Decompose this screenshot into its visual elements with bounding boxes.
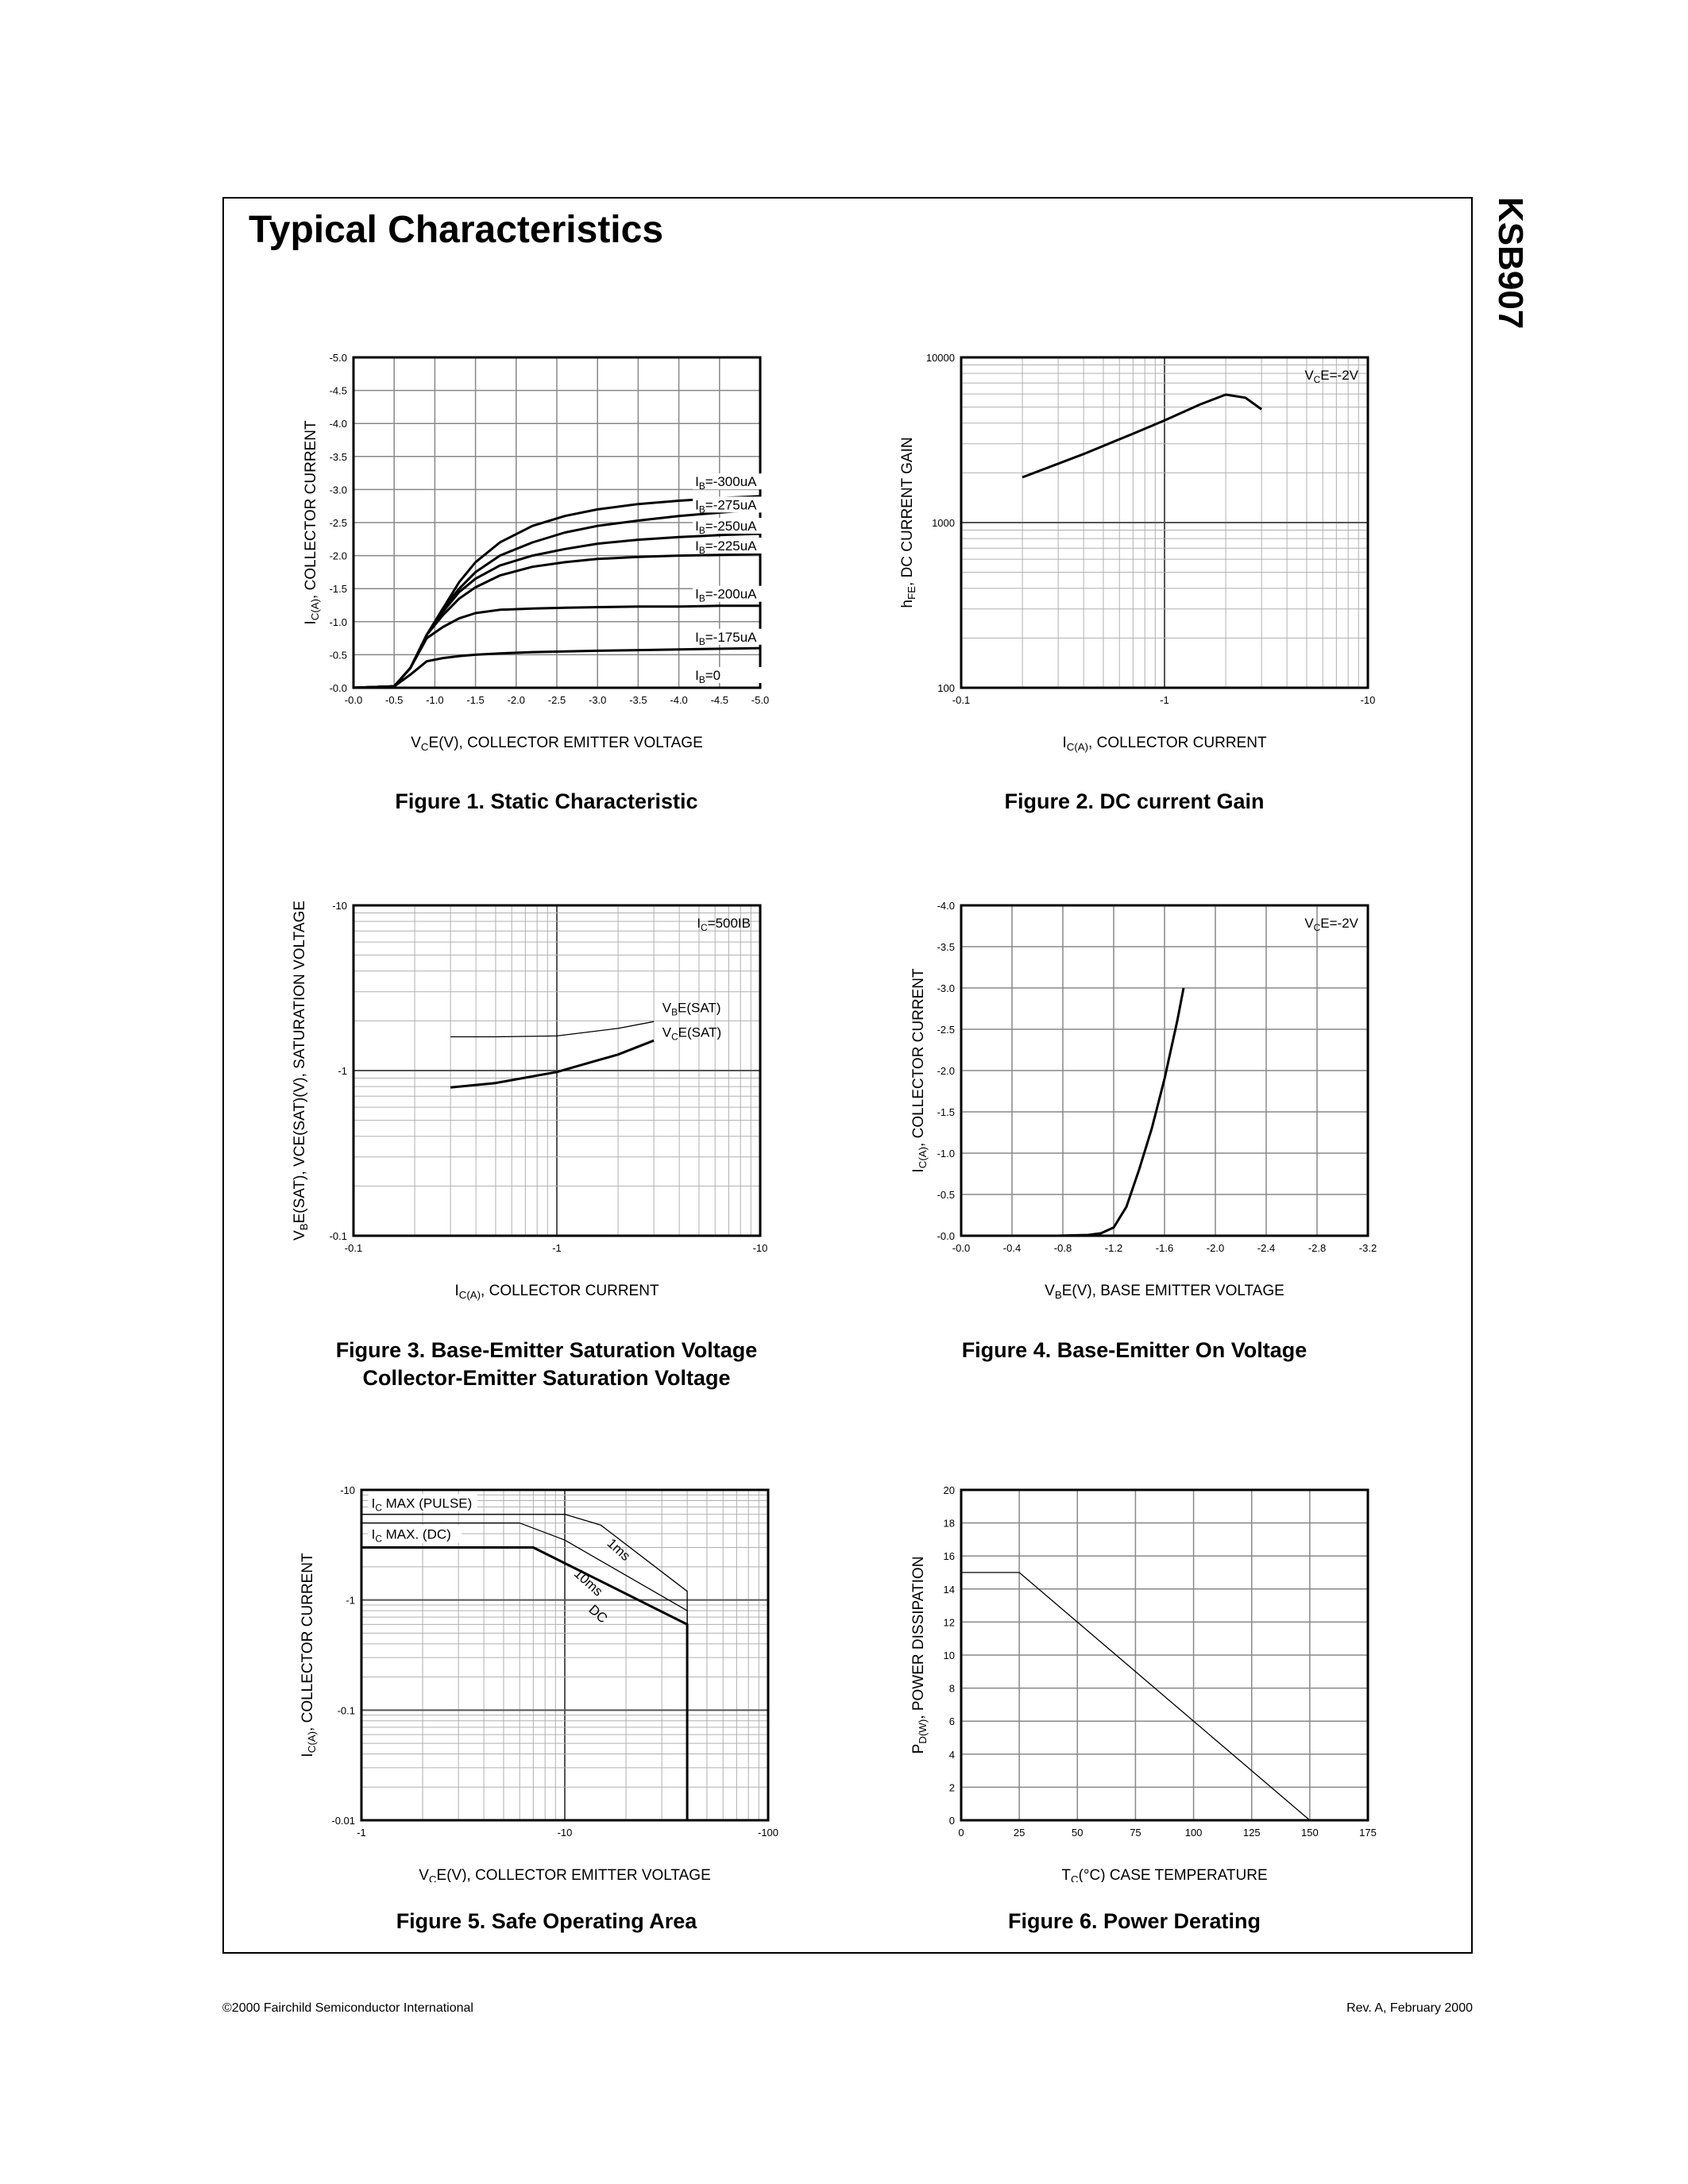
y-tick-label: -3.0	[937, 982, 955, 994]
x-axis-title: $V_BE(V)$, BASE EMITTER VOLTAGE	[1045, 1283, 1284, 1301]
x-tick-label: -1	[357, 1827, 366, 1839]
y-axis-title: $P_{D(W)}$, POWER DISSIPATION	[910, 1556, 929, 1754]
annotation: $I_B=-175uA$	[695, 629, 757, 647]
y-tick-label: 8	[948, 1682, 955, 1695]
chart-base-emitter-on-voltage	[874, 888, 1382, 1309]
y-tick-label: -1.0	[329, 615, 347, 628]
annotation: 1ms	[604, 1535, 634, 1565]
y-tick-label: -0.01	[331, 1815, 355, 1827]
x-axis-title: $T_C(^\circ C)$ CASE TEMPERATURE	[1061, 1867, 1268, 1882]
chart-safe-operating-area	[290, 1461, 798, 1882]
x-tick-label: -2.4	[1257, 1242, 1276, 1254]
y-tick-label: -0.1	[337, 1704, 355, 1717]
chart-static-characteristic	[290, 340, 798, 761]
y-tick-label: -1.5	[329, 583, 347, 596]
y-tick-label: 100	[937, 682, 955, 694]
annotation: $I_C$ MAX. (DC)	[371, 1526, 451, 1545]
chart-saturation-voltage	[290, 888, 798, 1309]
y-tick-label: 16	[943, 1550, 955, 1563]
y-tick-label: 18	[943, 1517, 955, 1530]
part-number-tab	[1476, 197, 1532, 356]
x-tick-label: -4.5	[710, 694, 729, 706]
x-axis-title: $V_CE(V)$, COLLECTOR EMITTER VOLTAGE	[411, 735, 703, 753]
x-tick-label: -4.0	[670, 694, 688, 706]
annotation: $I_C=500IB$	[697, 916, 751, 933]
y-tick-label: 4	[948, 1748, 955, 1761]
footer-copyright: ©2000 Fairchild Semiconductor International	[222, 2001, 473, 2015]
x-tick-label: -10	[752, 1242, 768, 1254]
y-tick-label: -3.5	[329, 450, 347, 463]
annotation: $V_CE=-2V$	[1304, 368, 1358, 385]
annotation: $I_B=-275uA$	[695, 497, 757, 515]
annotation: $I_B=-200uA$	[695, 586, 757, 604]
annotation: $V_CE=-2V$	[1304, 916, 1358, 933]
x-tick-label: -0.1	[952, 694, 971, 706]
y-tick-label: -0.0	[329, 682, 347, 694]
y-axis-title: $V_BE(SAT)$, VCE(SAT)(V), SATURATION VOLTAGE	[292, 901, 310, 1241]
annotation: $I_B=-250uA$	[695, 518, 757, 536]
y-tick-label: -2.5	[329, 517, 347, 529]
y-tick-label: -1.5	[937, 1106, 955, 1118]
y-tick-label: -10	[332, 900, 347, 912]
x-tick-label: -2.5	[547, 694, 566, 706]
y-axis-title: $I_{C(A)}$, COLLECTOR CURRENT	[299, 1553, 318, 1758]
x-tick-label: -10	[1360, 694, 1376, 706]
series-line-dc	[361, 1548, 687, 1821]
x-tick-label: -3.5	[629, 694, 647, 706]
x-tick-label: -1.6	[1155, 1242, 1174, 1254]
x-tick-label: 125	[1242, 1827, 1261, 1839]
x-tick-label: 150	[1301, 1827, 1319, 1839]
x-tick-label: -3.2	[1358, 1242, 1377, 1254]
annotation: $V_CE(SAT)$	[662, 1024, 722, 1043]
x-axis-title: $I_{C(A)}$, COLLECTOR CURRENT	[1062, 735, 1267, 753]
y-tick-label: 6	[948, 1715, 955, 1728]
y-tick-label: 20	[943, 1484, 955, 1496]
y-tick-label: -0.1	[329, 1230, 347, 1242]
x-tick-label: -100	[757, 1827, 779, 1839]
x-tick-label: 75	[1130, 1827, 1141, 1839]
y-axis-title: $I_{C(A)}$, COLLECTOR CURRENT	[910, 968, 929, 1173]
y-tick-label: -1.0	[937, 1148, 955, 1160]
y-tick-label: -4.5	[329, 384, 347, 397]
annotation: DC	[585, 1601, 611, 1626]
series-line-vbe-sat-	[450, 1021, 654, 1036]
footer-revision: Rev. A, February 2000	[1346, 2001, 1473, 2015]
x-tick-label: -1	[1160, 694, 1169, 706]
page-title: Typical Characteristics	[249, 209, 664, 251]
part-number: KSB907	[1491, 197, 1530, 330]
x-tick-label: -0.8	[1053, 1242, 1072, 1254]
x-tick-label: -0.0	[344, 694, 363, 706]
caption-fig4: Figure 4. Base-Emitter On Voltage	[961, 1338, 1308, 1362]
y-tick-label: -1	[346, 1594, 355, 1607]
y-tick-label: 10000	[925, 352, 955, 364]
x-tick-label: 25	[1013, 1827, 1026, 1839]
x-tick-label: -1	[552, 1242, 562, 1254]
x-tick-label: -0.4	[1002, 1242, 1022, 1254]
x-tick-label: 50	[1072, 1827, 1083, 1839]
y-tick-label: -0.5	[937, 1189, 955, 1201]
y-tick-label: -0.5	[329, 649, 347, 662]
caption-fig6: Figure 6. Power Derating	[1007, 1909, 1261, 1933]
x-tick-label: -3.0	[588, 694, 607, 706]
y-tick-label: -2.5	[937, 1024, 955, 1036]
x-tick-label: -2.8	[1308, 1242, 1327, 1254]
y-tick-label: 12	[943, 1616, 955, 1629]
x-tick-label: -0.5	[384, 694, 404, 706]
y-tick-label: -2.0	[937, 1065, 955, 1077]
x-tick-label: 100	[1184, 1827, 1203, 1839]
y-tick-label: -3.5	[937, 941, 955, 953]
y-tick-label: -3.0	[329, 484, 347, 496]
caption-fig5: Figure 5. Safe Operating Area	[396, 1909, 697, 1933]
chart-dc-current-gain	[874, 340, 1382, 761]
y-tick-label: 2	[948, 1781, 955, 1794]
annotation: $I_C$ MAX (PULSE)	[371, 1495, 473, 1514]
x-tick-label: 175	[1359, 1827, 1377, 1839]
annotation: $I_B=-225uA$	[695, 538, 757, 556]
x-tick-label: -1.2	[1104, 1242, 1123, 1254]
grid	[961, 357, 1368, 688]
grid	[961, 905, 1368, 1236]
y-tick-label: -5.0	[329, 352, 347, 364]
y-axis-title: $h_{FE}$, DC CURRENT GAIN	[899, 437, 917, 608]
y-tick-label: -10	[340, 1484, 355, 1496]
annotation: $I_B=0$	[695, 668, 721, 686]
grid	[353, 905, 760, 1236]
annotation: $I_B=-300uA$	[695, 474, 757, 492]
series-line-10ms	[361, 1523, 687, 1820]
chart-power-derating	[874, 1461, 1382, 1882]
y-tick-label: 10	[943, 1650, 955, 1661]
y-tick-label: -1	[338, 1065, 347, 1077]
series-line-1ms	[361, 1515, 687, 1820]
x-tick-label: -1.0	[426, 694, 444, 706]
x-axis-title: $I_{C(A)}$, COLLECTOR CURRENT	[454, 1283, 659, 1301]
x-tick-label: -10	[557, 1827, 573, 1839]
x-tick-label: -0.1	[344, 1242, 363, 1254]
caption-fig2: Figure 2. DC current Gain	[1004, 789, 1265, 813]
x-tick-label: -5.0	[751, 694, 770, 706]
caption-fig3-line2: Collector-Emitter Saturation Voltage	[362, 1366, 731, 1390]
y-tick-label: -4.0	[937, 900, 955, 912]
x-tick-label: -0.0	[952, 1242, 971, 1254]
series-line-vce-sat-	[450, 1040, 654, 1087]
y-tick-label: 0	[948, 1815, 955, 1827]
annotation: 10ms	[570, 1565, 606, 1599]
x-axis-title: $V_CE(V)$, COLLECTOR EMITTER VOLTAGE	[419, 1867, 711, 1882]
annotation: $V_BE(SAT)$	[662, 1000, 721, 1018]
y-tick-label: 1000	[932, 517, 955, 529]
x-tick-label: -2.0	[507, 694, 526, 706]
x-tick-label: 0	[958, 1827, 964, 1839]
x-tick-label: -1.5	[466, 694, 485, 706]
x-tick-label: -2.0	[1206, 1242, 1225, 1254]
grid	[961, 1490, 1368, 1820]
y-tick-label: 14	[943, 1583, 955, 1596]
y-tick-label: -0.0	[937, 1230, 955, 1242]
caption-fig3-line1: Figure 3. Base-Emitter Saturation Voltage	[335, 1338, 758, 1362]
y-axis-title: $I_{C(A)}$, COLLECTOR CURRENT	[303, 420, 321, 625]
y-tick-label: -4.0	[329, 418, 347, 430]
y-tick-label: -2.0	[329, 550, 347, 562]
caption-fig1: Figure 1. Static Characteristic	[395, 789, 698, 813]
